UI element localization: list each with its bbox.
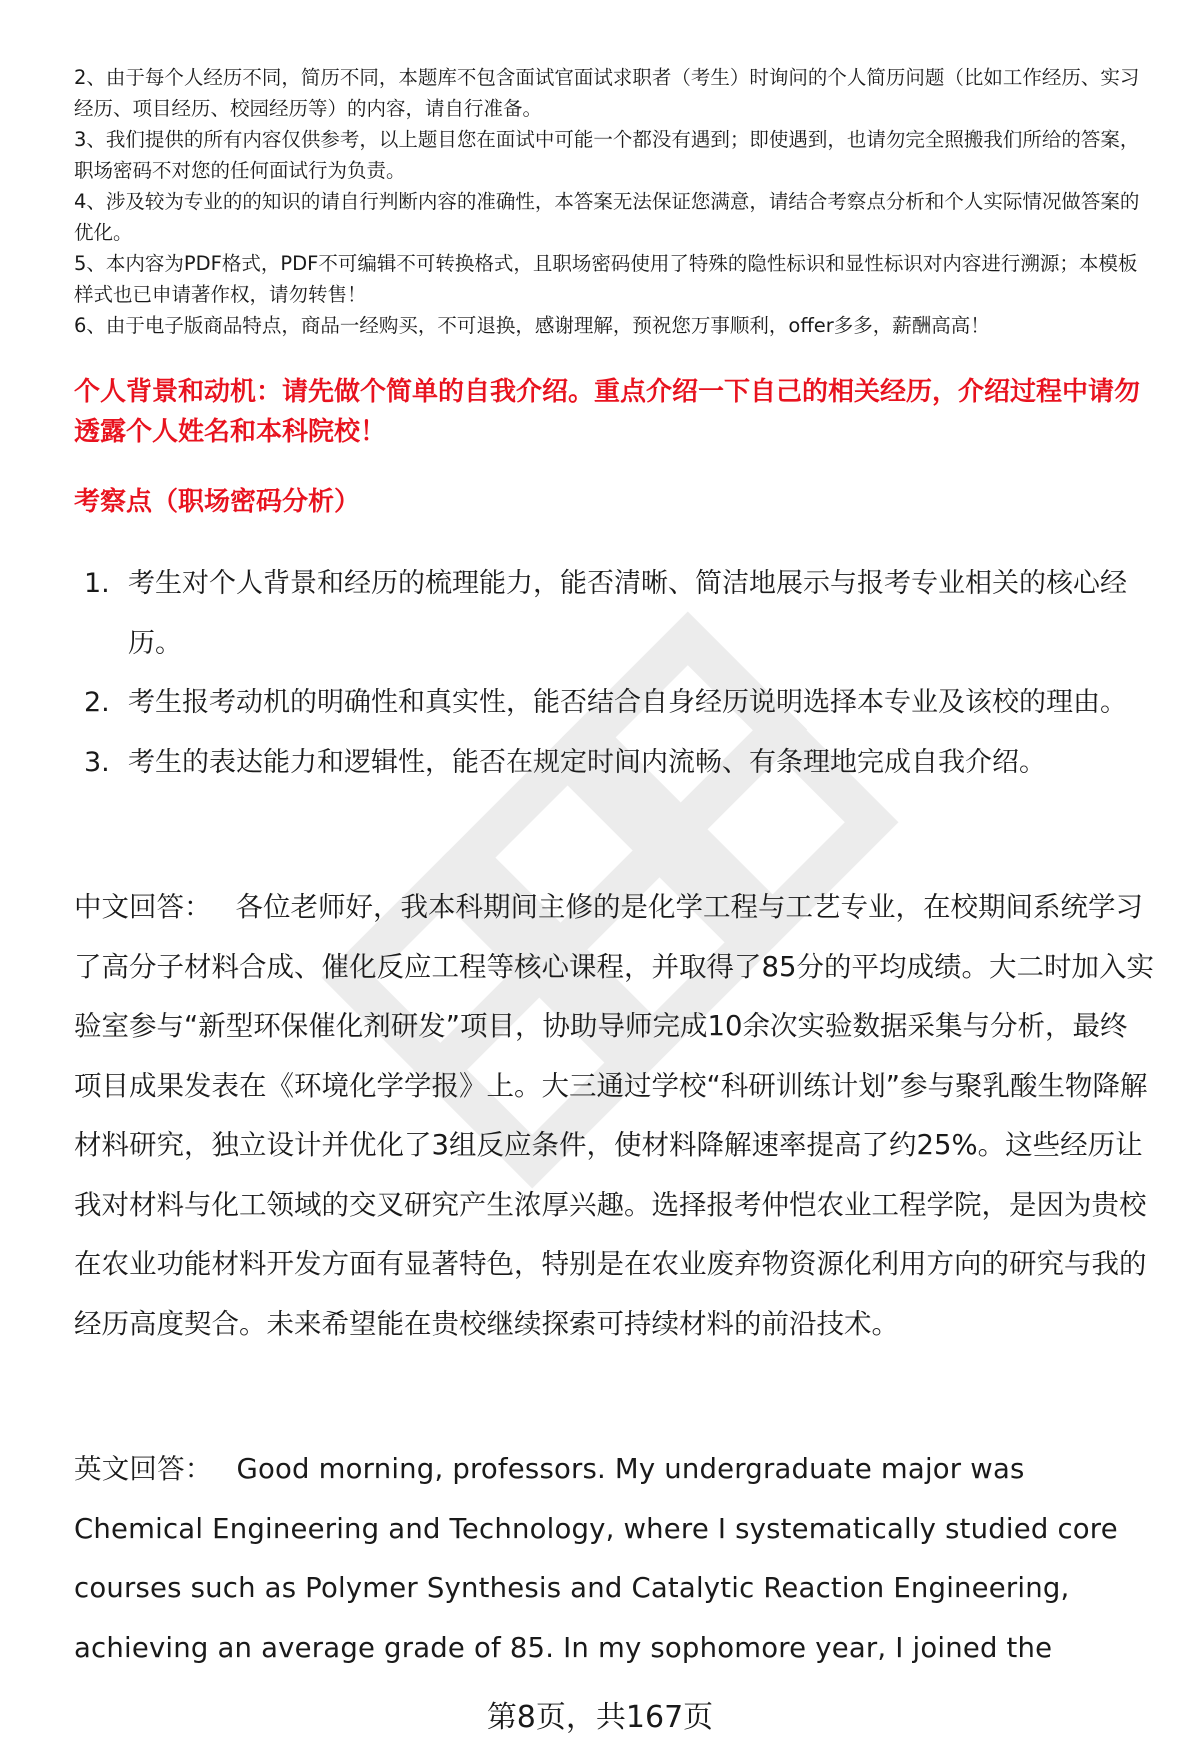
note-item: 2、由于每个人经历不同，简历不同，本题库不包含面试官面试求职者（考生）时询问的个人简历问题（比如工作经历、实习经历、项目经历、校园经历等）的内容，请自行准备。 <box>74 66 1140 120</box>
note-item: 4、涉及较为专业的的知识的请自行判断内容的准确性，本答案无法保证您满意，请结合考察点分析和个人实际情况做答案的优化。 <box>74 190 1140 244</box>
chinese-answer-label: 中文回答： <box>74 891 212 923</box>
key-point-text: 考生报考动机的明确性和真实性，能否结合自身经历说明选择本专业及该校的理由。 <box>128 687 1127 718</box>
note-item: 3、我们提供的所有内容仅供参考，以上题目您在面试中可能一个都没有遇到；即使遇到，也请勿完全照搬我们所给的答案，职场密码不对您的任何面试行为负责。 <box>74 128 1140 182</box>
key-points-list <box>84 554 1154 792</box>
key-point-text: 考生的表达能力和逻辑性，能否在规定时间内流畅、有条理地完成自我介绍。 <box>128 746 1046 778</box>
key-points-title: 考察点（职场密码分析） <box>74 487 361 517</box>
key-point-item <box>84 673 1154 733</box>
chinese-answer <box>74 878 1154 1354</box>
key-point-number: 2. <box>84 687 110 718</box>
key-point-item <box>84 733 1154 793</box>
english-answer <box>74 1440 1154 1678</box>
key-point-text: 考生对个人背景和经历的梳理能力，能否清晰、简洁地展示与报考专业相关的核心经历。 <box>128 568 1127 659</box>
page-number-footer: 第8页，共167页 <box>486 1700 714 1735</box>
english-answer-text: Good morning, professors. My undergraduate major was Chemical Engineering and Technology, where I systematically studied core courses such as Polymer Synthesis and Catalytic Reaction Engineering, achieving an average grade of 85. In my sophomore year, I joined the <box>74 1453 1118 1664</box>
note-item: 6、由于电子版商品特点，商品一经购买，不可退换，感谢理解，预祝您万事顺利，offer多多，薪酬高高！ <box>74 314 990 337</box>
notes-section <box>74 62 1154 341</box>
key-point-number: 3. <box>84 746 110 778</box>
key-point-item <box>84 554 1154 673</box>
note-item: 5、本内容为PDF格式，PDF不可编辑不可转换格式，且职场密码使用了特殊的隐性标识和显性标识对内容进行溯源；本模板样式也已申请著作权，请勿转售！ <box>74 252 1138 306</box>
chinese-answer-text: 各位老师好，我本科期间主修的是化学工程与工艺专业，在校期间系统学习了高分子材料合成、催化反应工程等核心课程，并取得了85分的平均成绩。大二时加入实验室参与“新型环保催化剂研发”项目，协助导师完成10余次实验数据采集与分析，最终项目成果发表在《环境化学学报》上。大三通过学校“科研训练计划”参与聚乳酸生物降解材料研究，独立设计并优化了3组反应条件，使材料降解速率提高了约25%。这些经历让我对材料与化工领域的交叉研究产生浓厚兴趣。选择报考仲恺农业工程学院，是因为贵校在农业功能材料开发方面有显著特色，特别是在农业废弃物资源化利用方向的研究与我的经历高度契合。未来希望能在贵校继续探索可持续材料的前沿技术。 <box>74 891 1154 1340</box>
english-answer-label: 英文回答： <box>74 1453 213 1485</box>
key-point-number: 1. <box>84 568 110 599</box>
question-title: 个人背景和动机：请先做个简单的自我介绍。重点介绍一下自己的相关经历，介绍过程中请勿透露个人姓名和本科院校！ <box>74 377 1141 447</box>
